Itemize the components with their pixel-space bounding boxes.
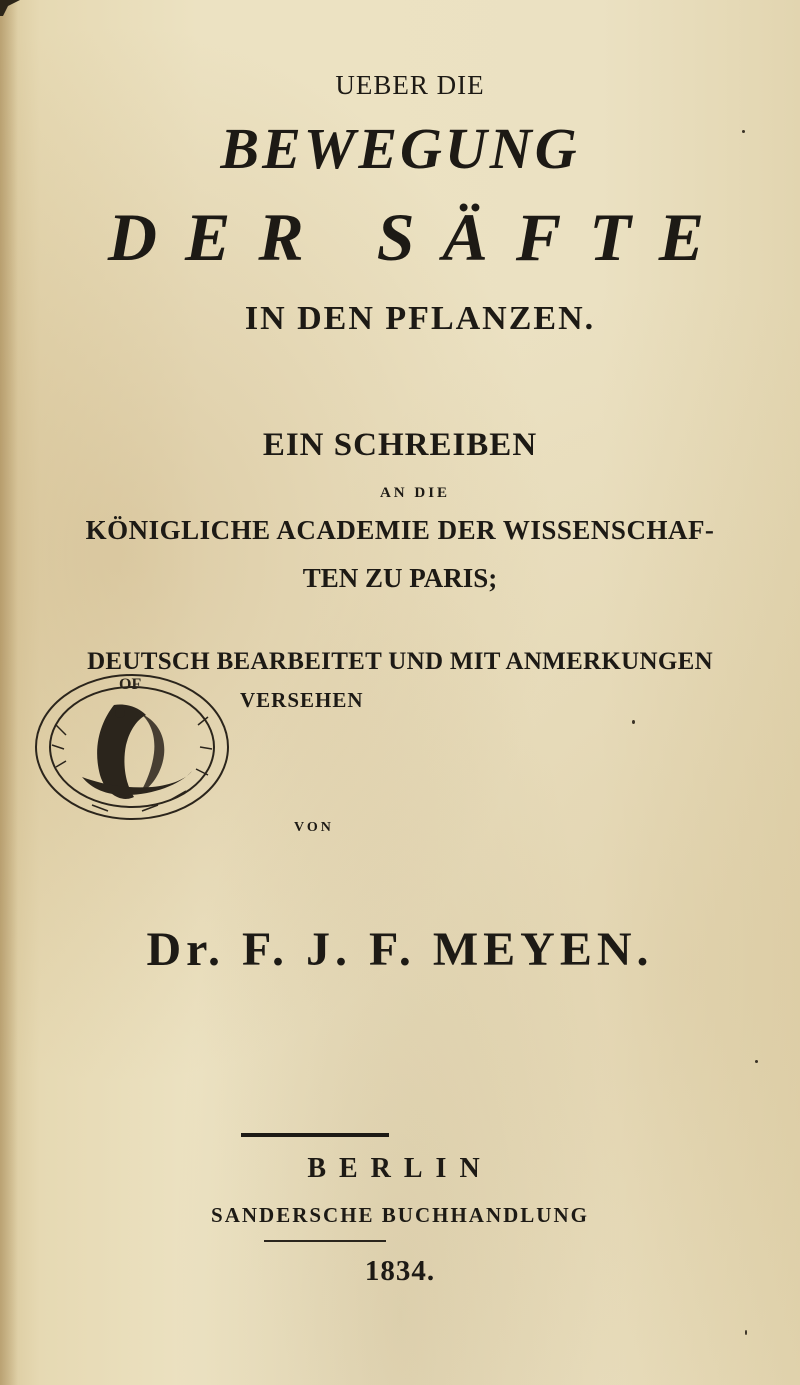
subtitle-ein-schreiben: EIN SCHREIBEN bbox=[262, 427, 538, 463]
subtitle-an-die: AN DIE bbox=[379, 485, 451, 501]
academie-line-1: KÖNIGLICHE ACADEMIE DER WISSENSCHAF- bbox=[85, 515, 715, 545]
paper-speck bbox=[742, 130, 745, 133]
author-name: Dr. F. J. F. MEYEN. bbox=[146, 923, 654, 976]
paper-speck bbox=[745, 1330, 747, 1335]
translation-note-line-2: VERSEHEN bbox=[240, 688, 364, 712]
academie-line-2: TEN ZU PARIS; bbox=[302, 563, 498, 593]
von: VON bbox=[294, 820, 334, 835]
ueber-die: UEBER DIE bbox=[335, 70, 485, 100]
translation-note-line-1: DEUTSCH BEARBEITET UND MIT ANMERKUNGEN bbox=[87, 648, 713, 675]
publisher-rule-bottom bbox=[264, 1240, 386, 1242]
title-der-saefte: DER SÄFTE bbox=[107, 199, 733, 275]
paper-speck bbox=[755, 1060, 758, 1063]
publisher-rule-top bbox=[241, 1133, 389, 1137]
publication-city: BERLIN bbox=[307, 1153, 493, 1184]
title-bewegung: BEWEGUNG bbox=[220, 116, 580, 181]
publisher-name: SANDERSCHE BUCHHANDLUNG bbox=[211, 1203, 589, 1227]
corner-tear-icon bbox=[0, 0, 20, 16]
library-stamp-text: OF bbox=[119, 676, 142, 693]
paper-speck bbox=[632, 720, 635, 724]
library-stamp-icon bbox=[22, 665, 242, 825]
title-in-den-pflanzen: IN DEN PFLANZEN. bbox=[244, 300, 596, 337]
publication-year: 1834. bbox=[364, 1255, 436, 1287]
